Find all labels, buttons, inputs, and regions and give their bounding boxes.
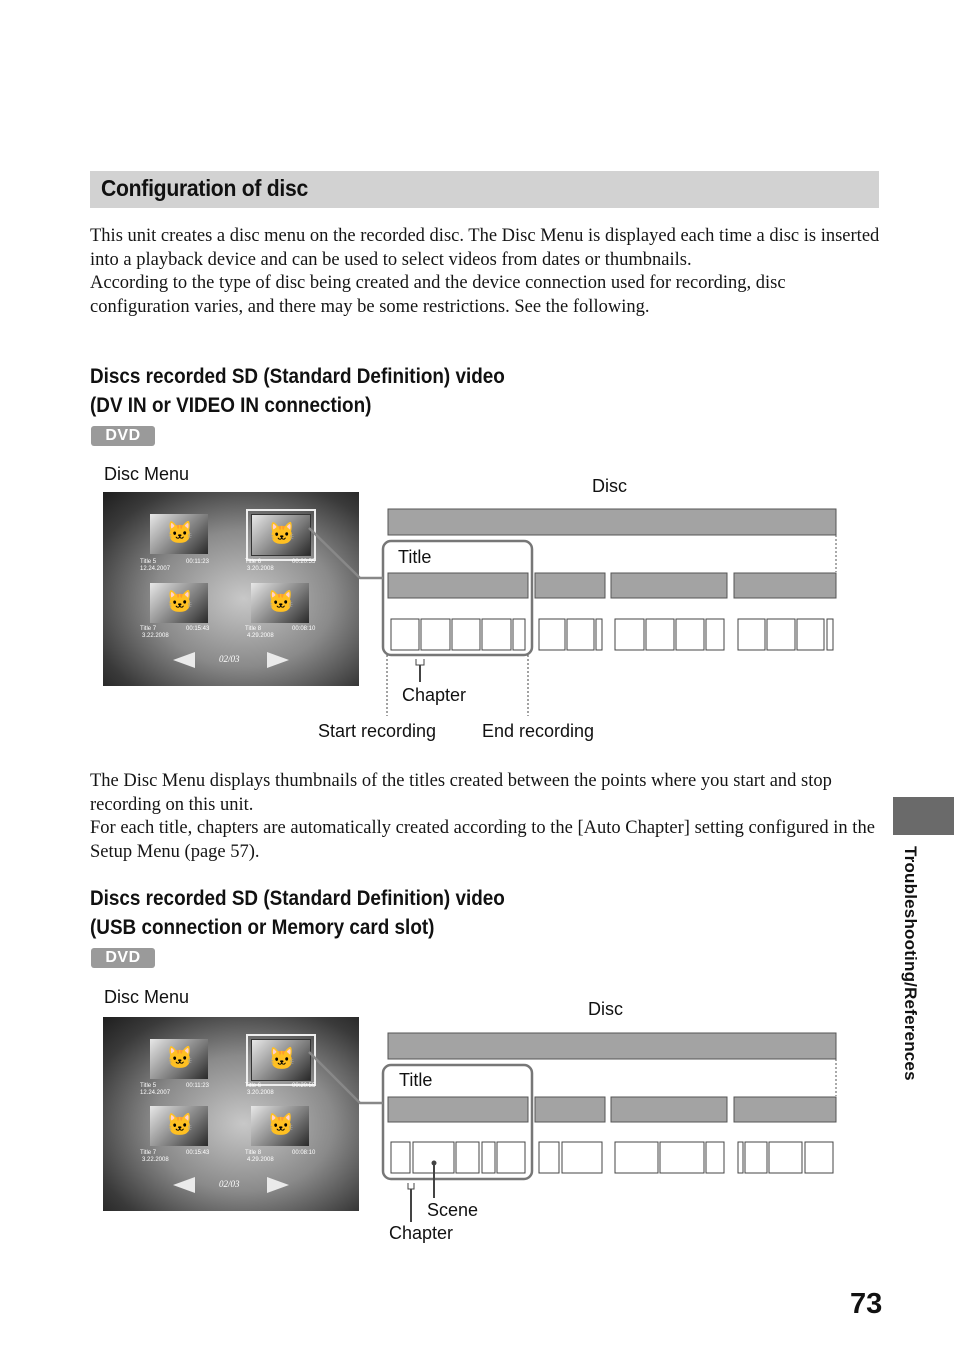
mid-paragraph-2: For each title, chapters are automatically created according to the [Auto Chapter] setting configured in the Setup Menu (page 57). <box>90 818 875 862</box>
title-6-time: 00:20:55 <box>292 1083 316 1089</box>
cat-icon: 🐱 <box>166 520 194 545</box>
title-8-date: 4.29.2008 <box>247 633 274 639</box>
title-6-date: 3.20.2008 <box>247 1090 274 1096</box>
side-tab-label <box>896 846 924 1086</box>
page-number: 73 <box>850 1288 883 1320</box>
cat-icon: 🐱 <box>166 1112 194 1137</box>
mid-paragraph-1: The Disc Menu displays thumbnails of the titles created between the points where you start and stop recording on this unit. <box>90 771 832 815</box>
intro-paragraph-1: This unit creates a disc menu on the recorded disc. The Disc Menu is displayed each time a disc is inserted into a playback device and can be used to select videos from dates or thumbnails. <box>90 226 880 270</box>
title-8-date: 4.29.2008 <box>247 1157 274 1163</box>
title-7-time: 00:15:43 <box>186 1150 210 1156</box>
cat-icon: 🐱 <box>267 589 295 614</box>
section-title: Configuration of disc <box>101 175 308 201</box>
part2-heading-line2: (USB connection or Memory card slot) <box>90 916 435 939</box>
title-8-time: 00:08:10 <box>292 626 316 632</box>
part1-heading-line1: Discs recorded SD (Standard Definition) video <box>90 365 505 388</box>
title-5-time: 00:11:23 <box>186 559 209 565</box>
side-tab-text: Troubleshooting/References <box>901 846 920 1081</box>
cat-icon: 🐱 <box>166 589 194 614</box>
title-5-name: Title 5 <box>140 1083 157 1089</box>
title-6-time: 00:20:55 <box>292 559 316 565</box>
title-7-time: 00:15:43 <box>186 626 210 632</box>
thumbnail-connector-2 <box>309 1052 383 1103</box>
title-bar-2-4 <box>734 1097 836 1122</box>
chapter-label: Chapter <box>402 685 467 705</box>
disc-label: Disc <box>592 476 627 496</box>
title-5-date: 12.24.2007 <box>140 566 171 572</box>
title-8-name: Title 8 <box>245 1150 262 1156</box>
title-5-time: 00:11:23 <box>186 1083 209 1089</box>
title-bar-2-1 <box>388 1097 528 1122</box>
title-bar-2-2 <box>535 1097 605 1122</box>
title-6-name: Title 6 <box>245 1083 262 1089</box>
dvd-badge: DVD <box>91 426 155 446</box>
page-indicator: 02/03 <box>219 654 240 664</box>
title-label-2: Title <box>399 1070 433 1090</box>
disc-menu-label: Disc Menu <box>104 464 190 484</box>
disc-label-2: Disc <box>588 999 623 1019</box>
title-7-date: 3.22.2008 <box>142 1157 169 1163</box>
part1-heading-line2: (DV IN or VIDEO IN connection) <box>90 394 372 417</box>
cat-icon: 🐱 <box>268 1046 296 1071</box>
cat-icon: 🐱 <box>268 521 296 546</box>
part2-heading-line1: Discs recorded SD (Standard Definition) video <box>90 887 505 910</box>
title-5-name: Title 5 <box>140 559 157 565</box>
title-7-name: Title 7 <box>140 626 157 632</box>
disc-bar-2 <box>388 1033 836 1059</box>
page-indicator: 02/03 <box>219 1179 240 1189</box>
end-recording-label: End recording <box>482 721 595 741</box>
side-tab-marker <box>893 797 954 835</box>
cat-icon: 🐱 <box>166 1045 194 1070</box>
intro-paragraph-2: According to the type of disc being created and the device connection used for recording, disc configuration varies, and there may be some restrictions. See the following. <box>90 273 786 317</box>
disc-menu-label-2: Disc Menu <box>104 987 190 1007</box>
title-5-date: 12.24.2007 <box>140 1090 171 1096</box>
scenes-chapters <box>391 1142 833 1173</box>
title-7-date: 3.22.2008 <box>142 633 169 639</box>
title-bar-2-3 <box>611 1097 727 1122</box>
chapter-label-2: Chapter <box>389 1223 454 1243</box>
title-8-time: 00:08:10 <box>292 1150 316 1156</box>
title-6-date: 3.20.2008 <box>247 566 274 572</box>
start-recording-label: Start recording <box>318 721 437 741</box>
chapter-bracket-2 <box>408 1183 414 1189</box>
title-8-name: Title 8 <box>245 626 262 632</box>
dvd-badge-2: DVD <box>91 948 155 968</box>
cat-icon: 🐱 <box>267 1112 295 1137</box>
title-7-name: Title 7 <box>140 1150 157 1156</box>
scene-label: Scene <box>427 1200 479 1220</box>
title-6-name: Title 6 <box>245 559 262 565</box>
title-label: Title <box>398 547 432 567</box>
